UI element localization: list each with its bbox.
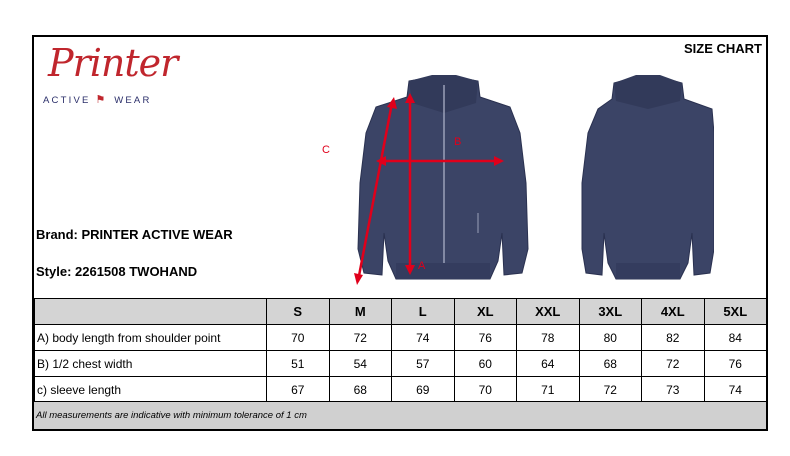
table-cell: 64 [517, 351, 580, 377]
table-cell: 70 [267, 325, 330, 351]
table-cell: 73 [642, 377, 705, 403]
row-label: B) 1/2 chest width [35, 351, 267, 377]
table-cell: 51 [267, 351, 330, 377]
flag-icon: ⚑ [95, 94, 106, 106]
jacket-front [358, 75, 528, 279]
header-blank-cell [35, 299, 267, 325]
table-row [35, 325, 767, 351]
brand-line: Brand: PRINTER ACTIVE WEAR [36, 227, 233, 242]
style-line: Style: 2261508 TWOHAND [36, 264, 198, 279]
table-cell: 82 [642, 325, 705, 351]
table-cell: 67 [267, 377, 330, 403]
table-cell: 76 [454, 325, 517, 351]
logo-subtext [43, 93, 152, 106]
label-a: A [418, 260, 426, 272]
tolerance-note: All measurements are indicative with minimum tolerance of 1 cm [34, 401, 766, 429]
row-label: c) sleeve length [35, 377, 267, 403]
table-cell: 71 [517, 377, 580, 403]
logo-script-text: Printer [48, 41, 178, 85]
table-cell: 69 [392, 377, 455, 403]
table-cell: 72 [329, 325, 392, 351]
table-cell: 74 [704, 377, 767, 403]
table-cell: 68 [579, 351, 642, 377]
size-header: 4XL [642, 299, 705, 325]
size-header: 5XL [704, 299, 767, 325]
row-label: A) body length from shoulder point [35, 325, 267, 351]
jacket-diagram [314, 73, 714, 285]
table-cell: 60 [454, 351, 517, 377]
table-cell: 74 [392, 325, 455, 351]
table-cell: 54 [329, 351, 392, 377]
brand-logo [40, 41, 180, 113]
table-cell: 78 [517, 325, 580, 351]
size-header: M [329, 299, 392, 325]
size-header: XXL [517, 299, 580, 325]
size-table [34, 298, 767, 403]
size-header: L [392, 299, 455, 325]
logo-subtext-right: WEAR [114, 95, 152, 106]
size-header: S [267, 299, 330, 325]
label-c: C [322, 144, 330, 156]
size-header: 3XL [579, 299, 642, 325]
size-header-row [35, 299, 767, 325]
table-cell: 76 [704, 351, 767, 377]
table-cell: 80 [579, 325, 642, 351]
size-header: XL [454, 299, 517, 325]
table-cell: 57 [392, 351, 455, 377]
label-b: B [454, 136, 462, 148]
jacket-back [582, 75, 714, 279]
logo-subtext-left: ACTIVE [43, 95, 91, 106]
size-chart-sheet [32, 35, 768, 431]
table-cell: 84 [704, 325, 767, 351]
table-cell: 72 [579, 377, 642, 403]
table-row [35, 377, 767, 403]
table-cell: 72 [642, 351, 705, 377]
size-chart-title: SIZE CHART [684, 41, 762, 56]
table-cell: 70 [454, 377, 517, 403]
table-row [35, 351, 767, 377]
table-cell: 68 [329, 377, 392, 403]
